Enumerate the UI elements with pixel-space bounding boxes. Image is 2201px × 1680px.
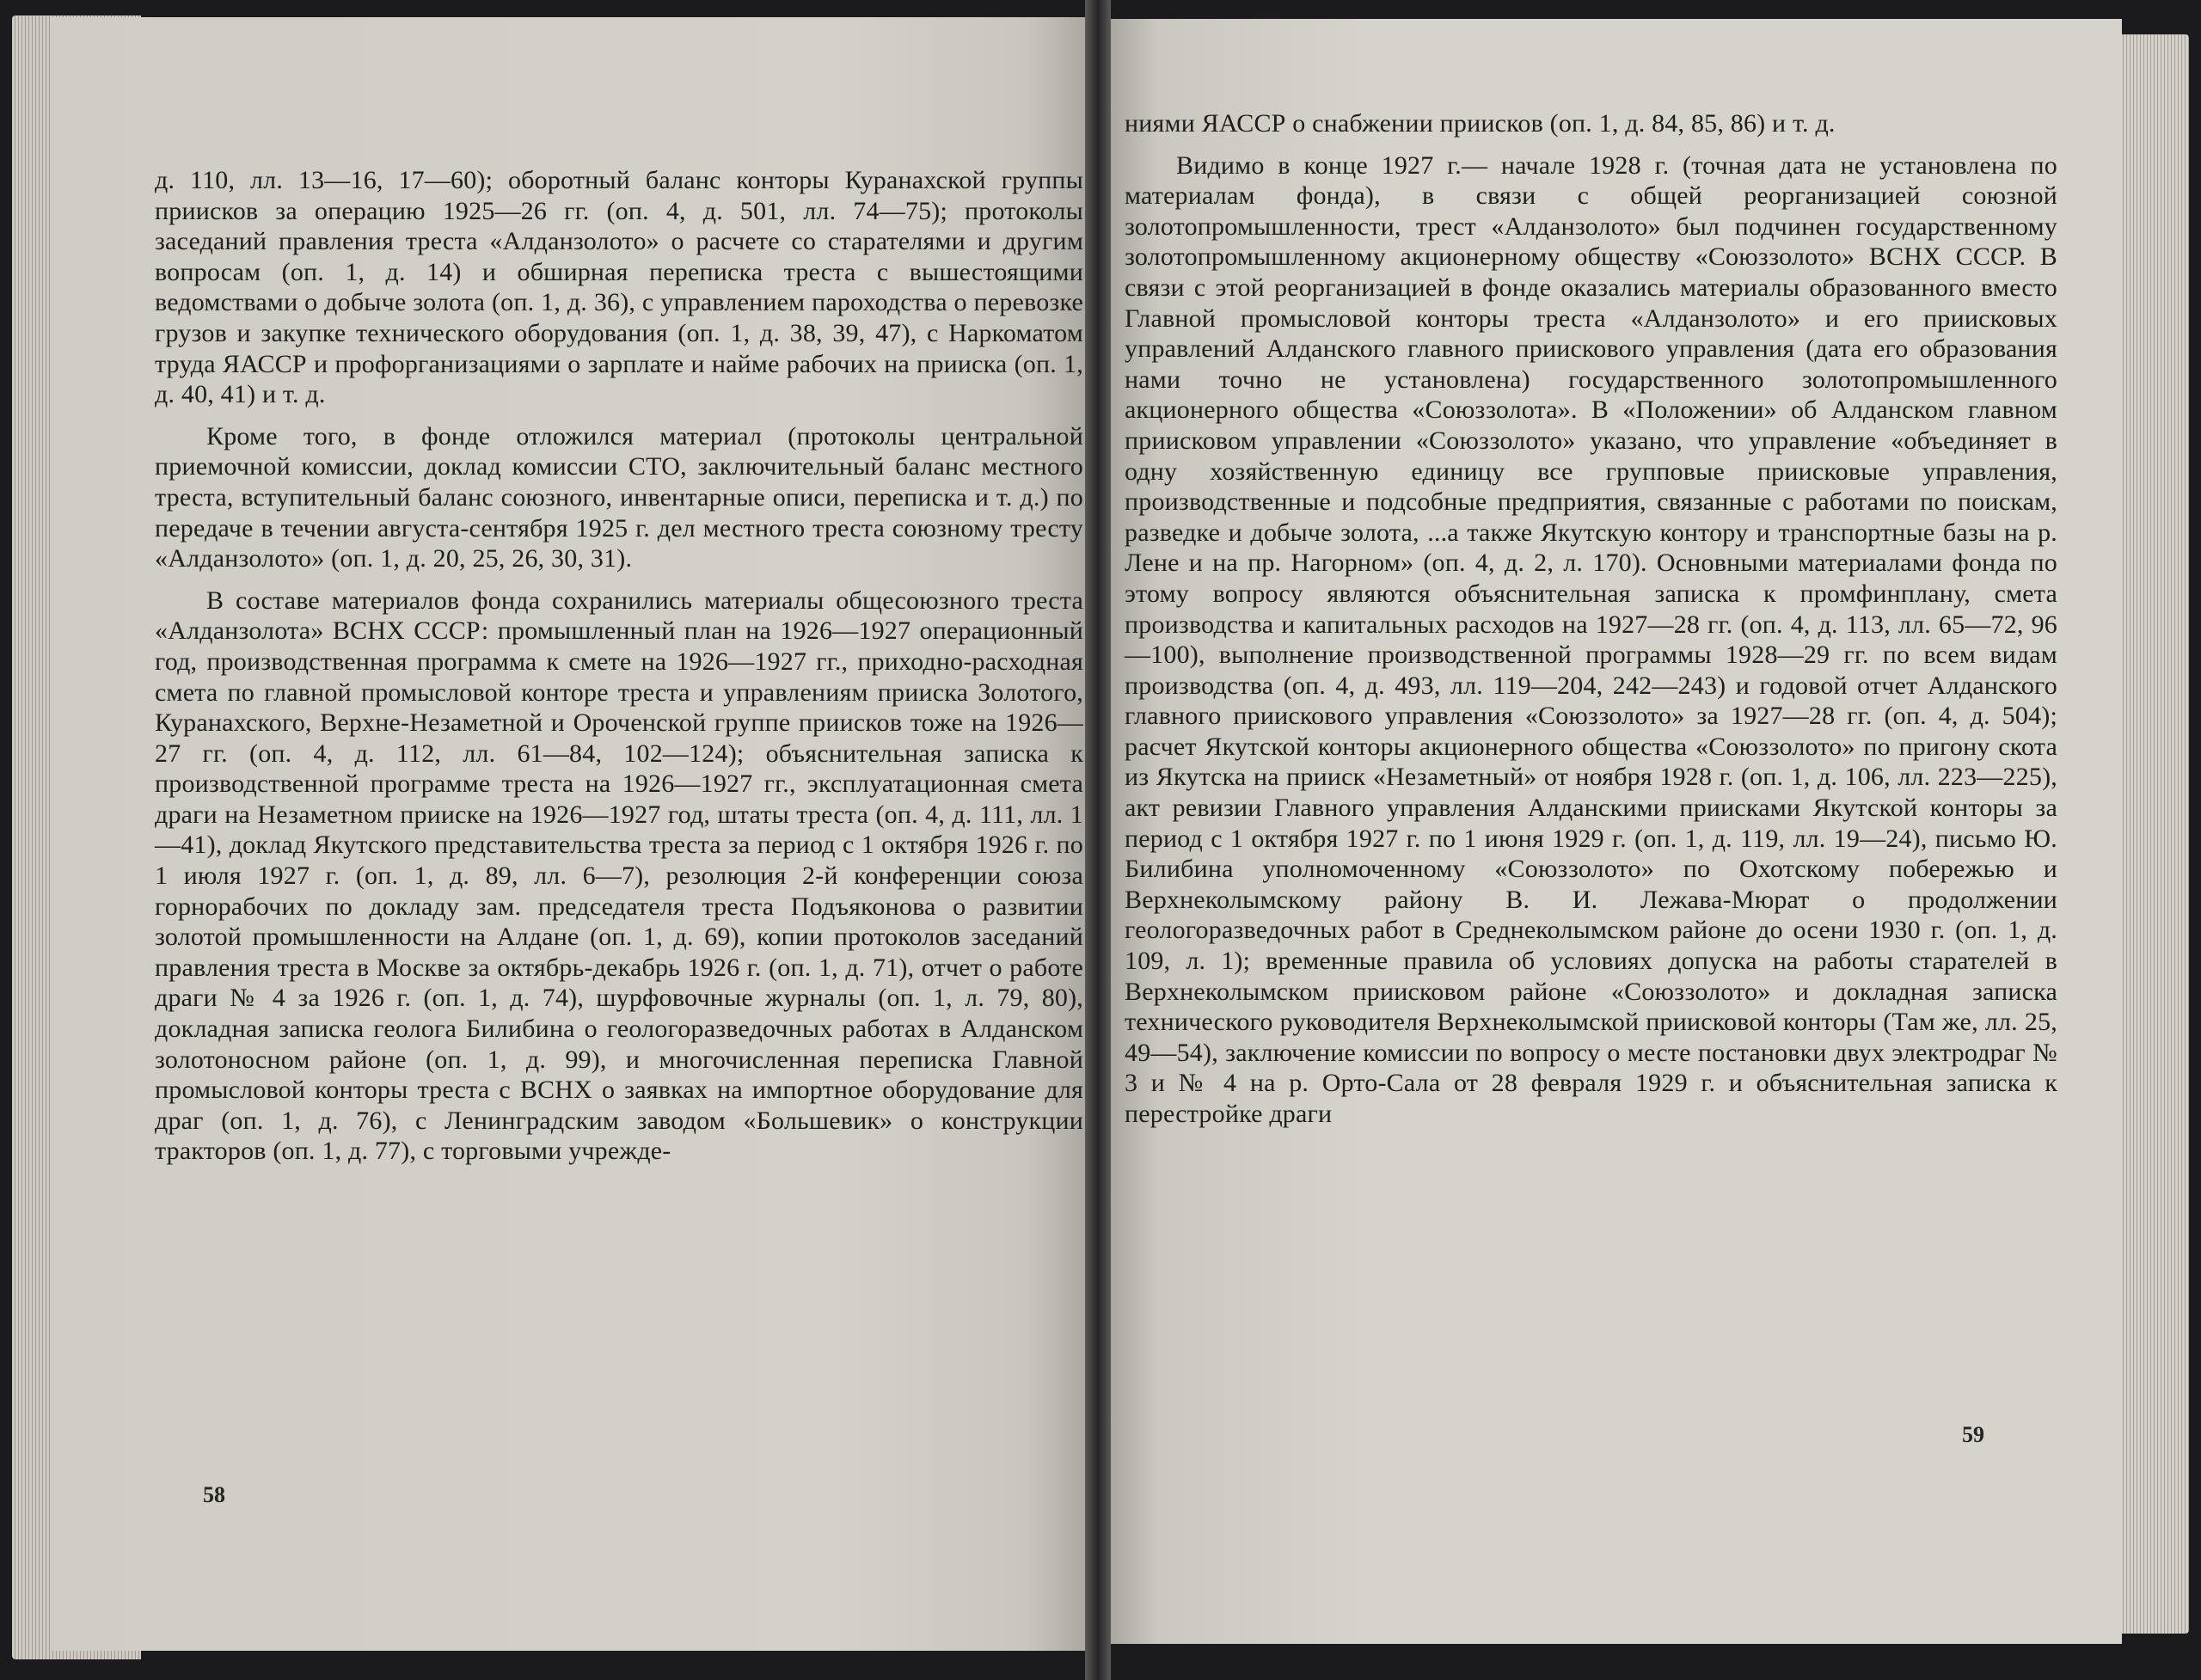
left-paragraph-2: Кроме того, в фонде отложился материал (протоколы центральной приемочной комиссии, доклад комиссии СТО, заключительный баланс местного треста, вступительный баланс союзного, инвентарные описи, переписка и т. д.) по передаче в течении августа-сентября 1925 г. дел местного треста союзному тресту «Алданзолото» (оп. 1, д. 20, 25, 26, 30, 31).: [155, 421, 1083, 573]
right-page-number: 59: [1962, 1422, 1984, 1447]
right-paragraph-1: ниями ЯАССР о снабжении приисков (оп. 1, д. 84, 85, 86) и т. д.: [1125, 109, 1836, 138]
left-page-text: [155, 165, 1083, 1178]
book-gutter: [1085, 0, 1111, 1680]
left-page-number: 58: [203, 1482, 225, 1507]
left-paragraph-1: д. 110, лл. 13—16, 17—60); оборотный баланс конторы Куранахской группы приисков за операцию 1925—26 гг. (оп. 4, д. 501, лл. 74—75); протоколы заседаний правления треста «Алданзолото» о расчете со старателями и другим вопросам (оп. 1, д. 14) и обширная переписка треста с вышестоящими ведомствами о добыче золота (оп. 1, д. 36), с управлением пароходства о перевозке грузов и закупке технического оборудования (оп. 1, д. 38, 39, 47), с Наркоматом труда ЯАССР и профорганизациями о зарплате и найме рабочих на прииска (оп. 1, д. 40, 41) и т. д.: [155, 166, 1083, 409]
right-page-text: [1125, 108, 2057, 1141]
left-paragraph-3: В составе материалов фонда сохранились материалы общесоюзного треста «Алданзолота» ВСНХ СССР: промышленный план на 1926—1927 операционный год, производственная программа к смете на 1926—1927 гг., приходно-расходная смета по главной промысловой конторе треста и управлениям прииска Золотого, Куранахского, Верхне-Незаметной и Ороченской группе приисков тоже на 1926—27 гг. (оп. 4, д. 112, лл. 61—84, 102—124); объяснительная записка к производственной программе треста на 1926—1927 гг., эксплуатационная смета драги на Незаметном прииске на 1926—1927 год, штаты треста (оп. 4, д. 111, лл. 1—41), доклад Якутского представительства треста за период с 1 октября 1926 г. по 1 июля 1927 г. (оп. 1, д. 89, лл. 6—7), резолюция 2-й конференции союза горнорабочих по докладу зам. председателя треста Подъяконова о развитии золотой промышленности на Алдане (оп. 1, д. 69), копии протоколов заседаний правления треста в Москве за октябрь-декабрь 1926 г. (оп. 1, д. 71), отчет о работе драги № 4 за 1926 г. (оп. 1, д. 74), шурфовочные журналы (оп. 1, л. 79, 80), докладная записка геолога Билибина о геологоразведочных работах в Алданском золотоносном районе (оп. 1, д. 99), и многочисленная переписка Главной промысловой конторы треста с ВСНХ о заявках на импортное оборудование для драг (оп. 1, д. 76), с Ленинградским заводом «Большевик» о конструкции тракторов (оп. 1, д. 77), с торговыми учрежде-: [155, 586, 1083, 1166]
right-paragraph-2: Видимо в конце 1927 г.— начале 1928 г. (точная дата не установлена по материалам фонда), в связи с общей реорганизацией союзной золотопромышленности, трест «Алданзолото» был подчинен государственному золотопромышленному акционерному обществу «Союззолото» ВСНХ СССР. В связи с этой реорганизацией в фонде оказались материалы образованного вместо Главной промысловой конторы треста «Алданзолото» и его приисковых управлений Алданского главного приискового управления (дата его образования нами точно не установлена) государственного золотопромышленного акционерного общества «Союззолота». В «Положении» об Алданском главном приисковом управлении «Союззолото» указано, что управление «объединяет в одну хозяйственную единицу все групповые приисковые управления, производственные и подсобные предприятия, связанные с работами по поискам, разведке и добыче золота, ...а также Якутскую контору и транспортные базы на р. Лене и на пр. Нагорном» (оп. 4, д. 2, л. 170). Основными материалами фонда по этому вопросу являются объяснительная записка к промфинплану, смета производства и капитальных расходов на 1927—28 гг. (оп. 4, д. 113, лл. 65—72, 96—100), выполнение производственной программы 1928—29 гг. по всем видам производства (оп. 4, д. 493, лл. 119—204, 242—243) и годовой отчет Алданского главного приискового управления «Союззолото» за 1927—28 гг. (оп. 4, д. 504); расчет Якутской конторы акционерного общества «Союззолото» по пригону скота из Якутска на прииск «Незаметный» от ноября 1928 г. (оп. 1, д. 106, лл. 223—225), акт ревизии Главного управления Алданскими приисками Якутской конторы за период с 1 октября 1927 г. по 1 июня 1929 г. (оп. 1, д. 119, лл. 19—24), письмо Ю. Билибина уполномоченному «Союззолото» по Охотскому побережью и Верхнеколымскому району В. И. Лежава-Мюрат о продолжении геологоразведочных работ в Среднеколымском районе до осени 1930 г. (оп. 1, д. 109, л. 1); временные правила об условиях допуска на работы старателей в Верхнеколымском приисковом районе «Союззолото» и докладная записка технического руководителя Верхнеколымской приисковой конторы (Там же, лл. 25, 49—54), заключение комиссии по вопросу о месте постановки двух электродраг № 3 и № 4 на р. Орто-Сала от 28 февраля 1929 г. и объяснительная записка к перестройке драги: [1125, 150, 2057, 1128]
